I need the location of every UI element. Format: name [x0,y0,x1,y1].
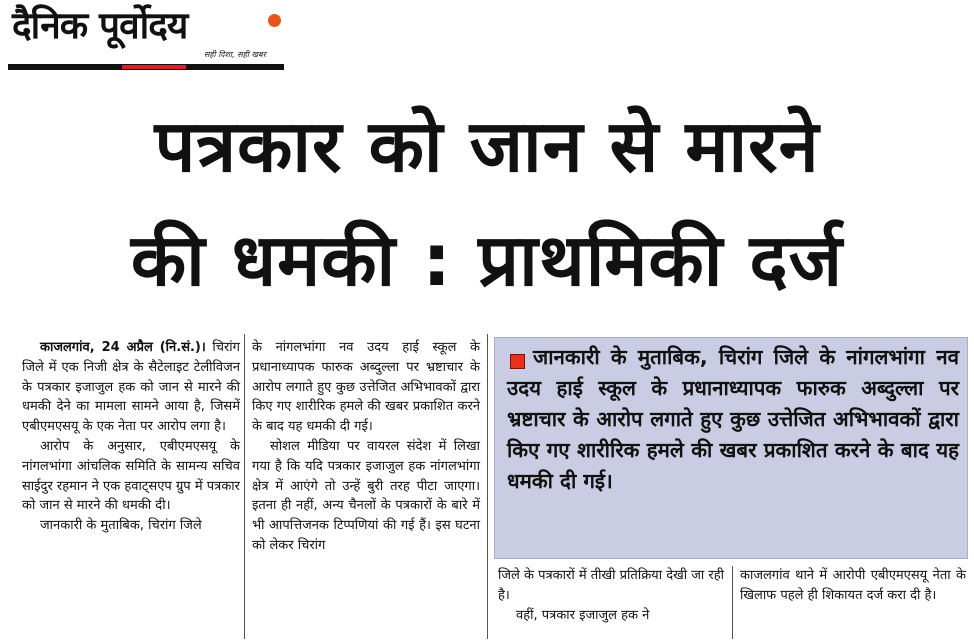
article-paragraph: आरोप के अनुसार, एबीएमएसयू के नांगलभांगा आंचलिक समिति के सामन्य सचिव साईदुर रहमान ने एक हवाट्सएप ग्रुप में पत्रकार को जान से मारने की धमकी दी। [22,438,240,514]
article-paragraph: के नांगलभांगा नव उदय हाई स्कूल के प्रधानाध्यापक फारुक अब्दुल्ला पर भ्रष्टाचार के आरोप लगाते हुए कुछ उत्तेजित अभिभावकों द्वारा किए गए शारीरिक हमले की खबर प्रकाशित करने के बाद यह धमकी दी गई। [252,340,480,435]
masthead-accent-bar [122,65,186,69]
pull-quote-text: जानकारी के मुताबिक, चिरांग जिले के नांगलभांगा नव उदय हाई स्कूल के प्रधानाध्यापक फारुक अब्दुल्ला पर भ्रष्टाचार के आरोप लगाते हुए कुछ उत्तेजित अभिभावकों द्वारा किए गए शारीरिक हमले की खबर प्रकाशित करने के बाद यह धमकी दी गई। [507,345,959,493]
column-divider [487,334,488,639]
column-divider [732,566,733,639]
article-column-2 [252,338,480,556]
article-text: चिरांग जिले में एक निजी क्षेत्र के सैटेलाइट टेलीविजन के पत्रकार इजाजुल हक को जान से मारने की धमकी देने का मामला सामने आया है, जिसमें एबीएमएसयू के एक नेता पर आरोप लगा है। [22,340,240,435]
article-paragraph [22,338,240,437]
column-divider [244,334,245,639]
article-paragraph: वहीं, पत्रकार इजाजुल हक ने [516,607,650,623]
article-column-4 [740,566,966,606]
article-paragraph: जानकारी के मुताबिक, चिरांग जिले [40,518,202,534]
newspaper-tagline: सही दिशा, सही खबर [204,50,266,59]
pull-quote [494,337,968,559]
headline-line-1: पत्रकार को जान से मारने [154,104,820,188]
article-column-3 [498,566,724,625]
article-column-1 [22,338,240,536]
article-paragraph: जिले के पत्रकारों में तीखी प्रतिक्रिया देखी जा रही है। [498,568,724,603]
newspaper-name: दैनिक पूर्वोदय [12,4,188,47]
masthead-dot-icon [268,14,281,27]
masthead [8,2,288,74]
dateline: काजलगांव, 24 अप्रैल (नि.सं.)। [40,340,206,355]
headline-line-2: की धमकी : प्राथमिकी दर्ज [130,218,844,302]
article-paragraph: काजलगांव थाने में आरोपी एबीएमएसयू नेता के खिलाफ पहले ही शिकायत दर्ज करा दी है। [740,568,966,603]
article-paragraph: सोशल मीडिया पर वायरल संदेश में लिखा गया है कि यदि पत्रकार इजाजुल हक नांगलभांगा क्षेत्र में आएंगे तो उन्हें बुरी तरह पीटा जाएगा। इतना ही नहीं, अन्य चैनलों के पत्रकारों के बारे में भी आपत्तिजनक टिप्पणियां की गई हैं। इस घटना को लेकर चिरांग [252,438,480,553]
